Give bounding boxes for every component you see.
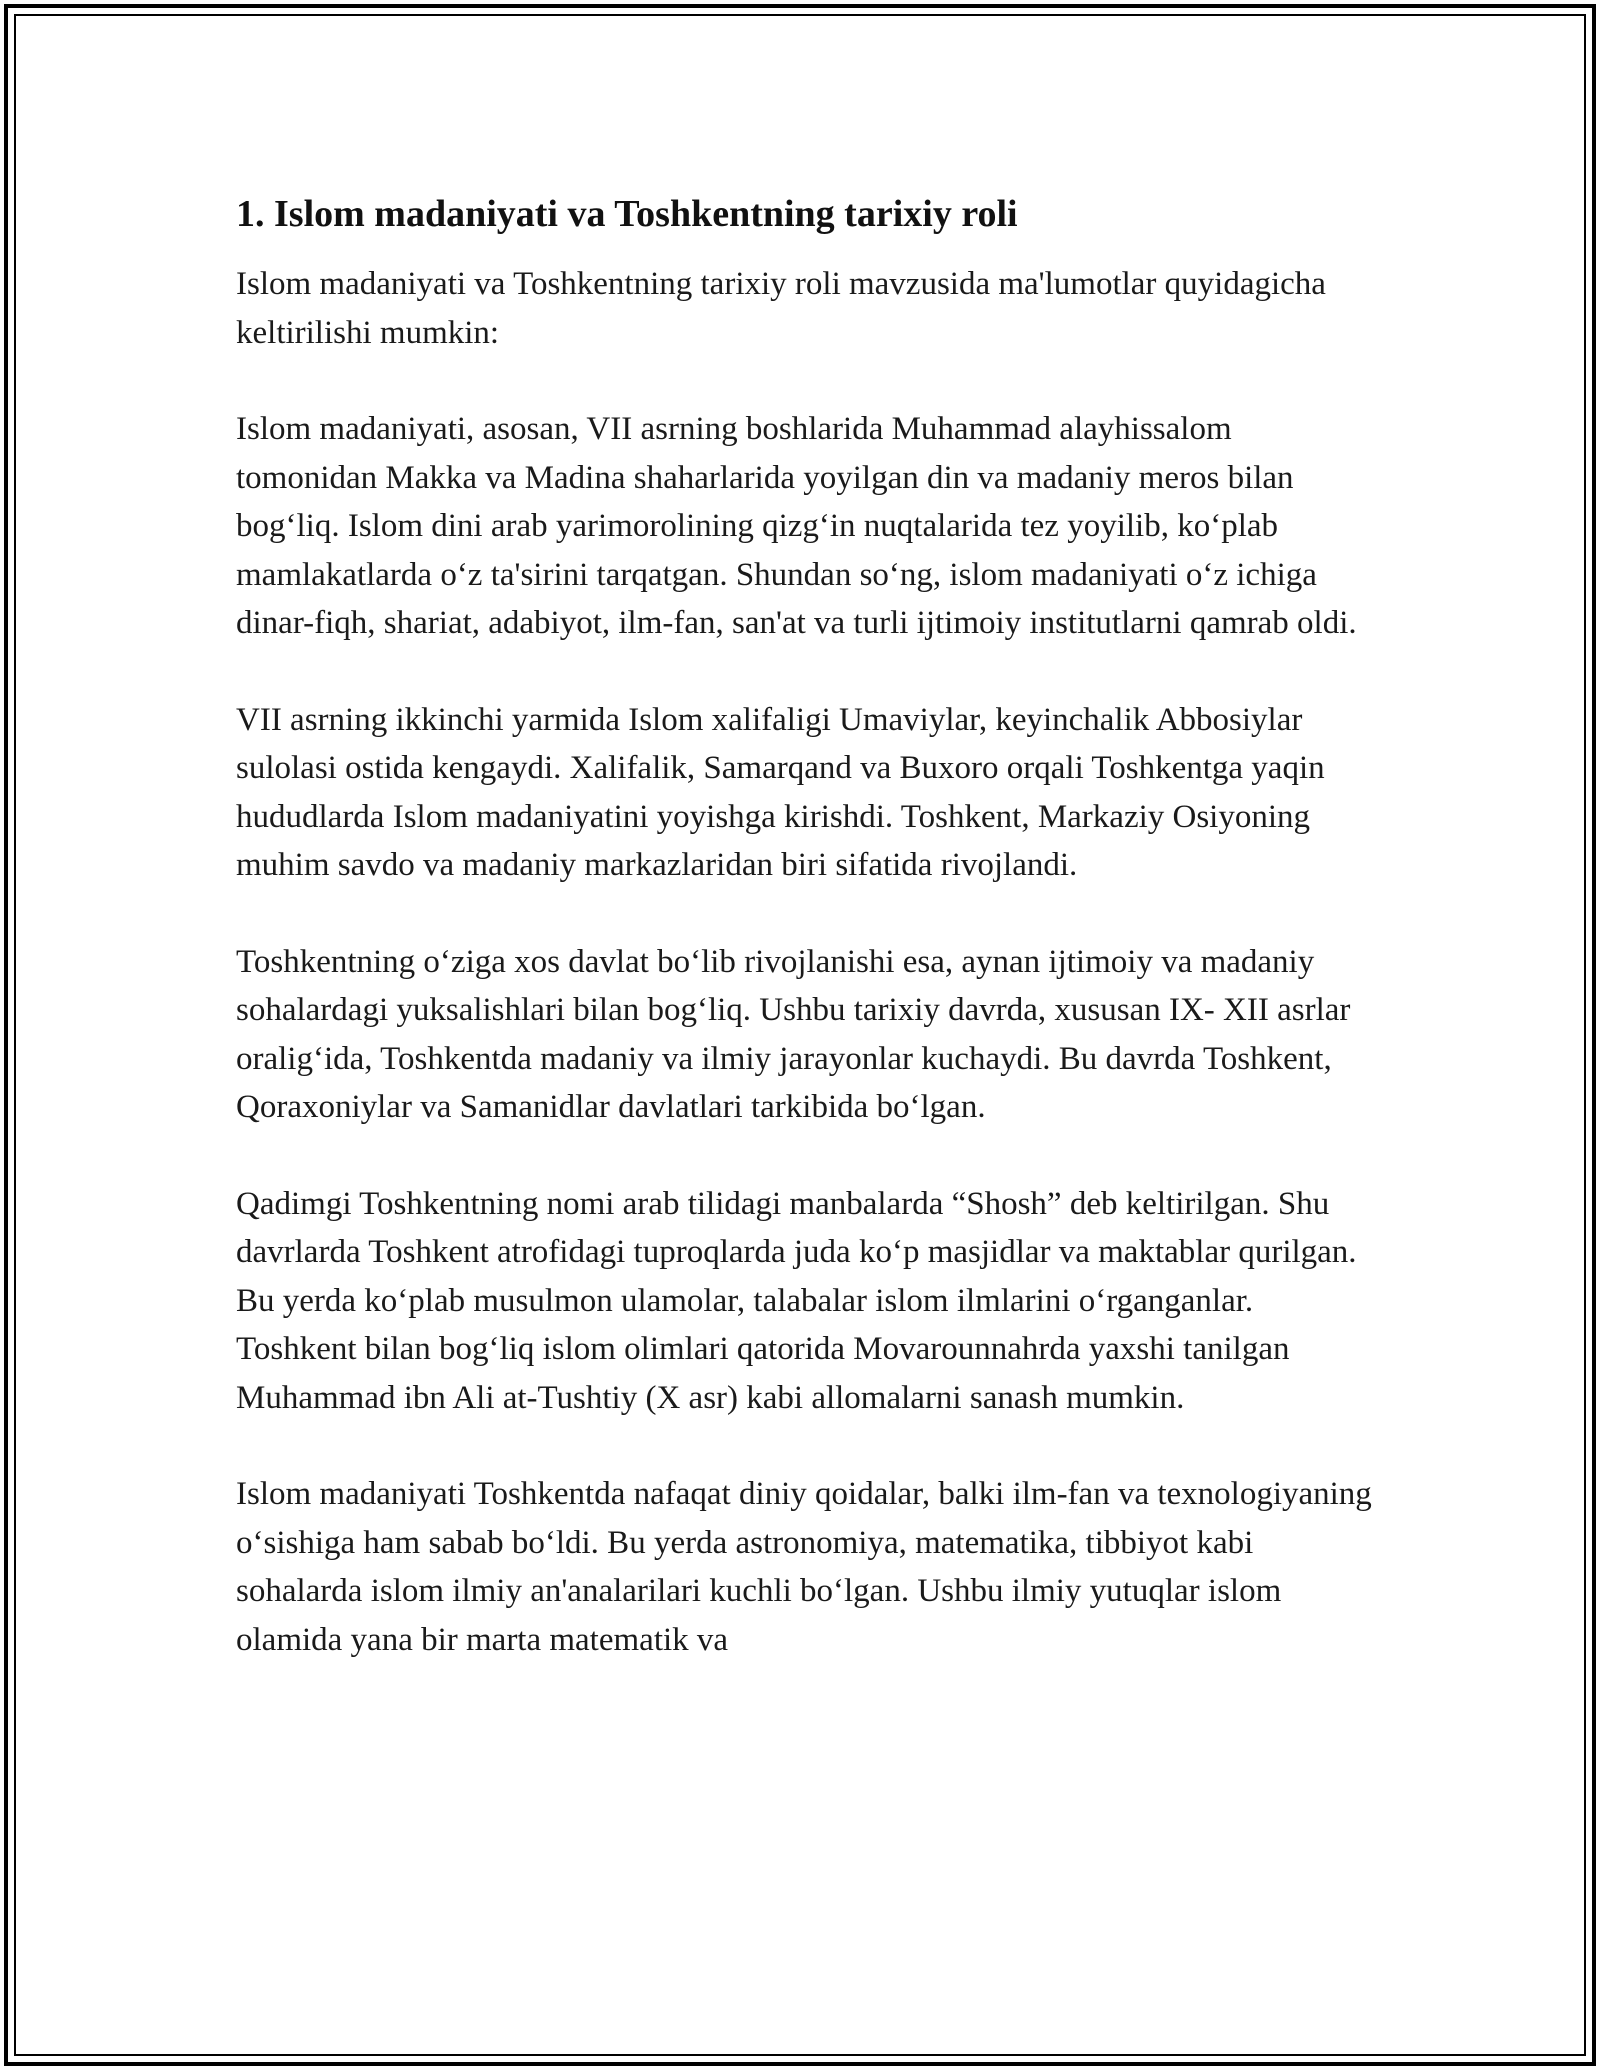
paragraph-tashkent-development: Toshkentning o‘ziga xos davlat bo‘lib rivojlanishi esa, aynan ijtimoiy va madaniy sohalardagi yuksalishlari bilan bog‘liq. Ushbu tarixiy davrda, xususan IX- XII asrlar oralig‘ida, Toshkentda madaniy va ilmiy jarayonlar kuchaydi. Bu davrda Toshkent, Qoraxoniylar va Samanidlar davlatlari tarkibida bo‘lgan. — [236, 943, 1351, 1125]
section-heading: 1. Islom madaniyati va Toshkentning tarixiy roli — [236, 193, 1018, 235]
paragraph-intro: Islom madaniyati va Toshkentning tarixiy roli mavzusida ma'lumotlar quyidagicha keltirilishi mumkin: — [236, 266, 1326, 351]
paragraph-islamic-culture-origins: Islom madaniyati, asosan, VII asrning boshlarida Muhammad alayhissalom tomonidan Makka va Madina shaharlarida yoyilgan din va madaniy meros bilan bog‘liq. Islom dini arab yarimorolining qizg‘in nuqtalarida tez yoyilib, ko‘plab mamlakatlarda o‘z ta'sirini tarqatgan. Shundan so‘ng, islom madaniyati o‘z ichiga dinar-fiqh, shariat, adabiyot, ilm-fan, san'at va turli ijtimoiy institutlarni qamrab oldi. — [236, 411, 1357, 641]
document-body — [236, 188, 1376, 1664]
paragraph-ancient-shosh: Qadimgi Toshkentning nomi arab tilidagi manbalarda “Shosh” deb keltirilgan. Shu davrlarda Toshkent atrofidagi tuproqlarda juda ko‘p masjidlar va maktablar qurilgan. Bu yerda ko‘plab musulmon ulamolar, talabalar islom ilmlarini o‘rganganlar. Toshkent bilan bog‘liq islom olimlari qatorida Movarounnahrda yaxshi tanilgan Muhammad ibn Ali at-Tushtiy (X asr) kabi allomalarni sanash mumkin. — [236, 1185, 1357, 1416]
paragraph-science-technology: Islom madaniyati Toshkentda nafaqat diniy qoidalar, balki ilm-fan va texnologiyaning o‘sishiga ham sabab bo‘ldi. Bu yerda astronomiya, matematika, tibbiyot kabi sohalarda islom ilmiy an'analarilari kuchli bo‘lgan. Ushbu ilmiy yutuqlar islom olamida yana bir marta matematik va — [236, 1476, 1372, 1658]
paragraph-caliphate-expansion: VII asrning ikkinchi yarmida Islom xalifaligi Umaviylar, keyinchalik Abbosiylar sulolasi ostida kengaydi. Xalifalik, Samarqand va Buxoro orqali Toshkentga yaqin hududlarda Islom madaniyatini yoyishga kirishdi. Toshkent, Markaziy Osiyoning muhim savdo va madaniy markazlaridan biri sifatida rivojlandi. — [236, 701, 1325, 883]
